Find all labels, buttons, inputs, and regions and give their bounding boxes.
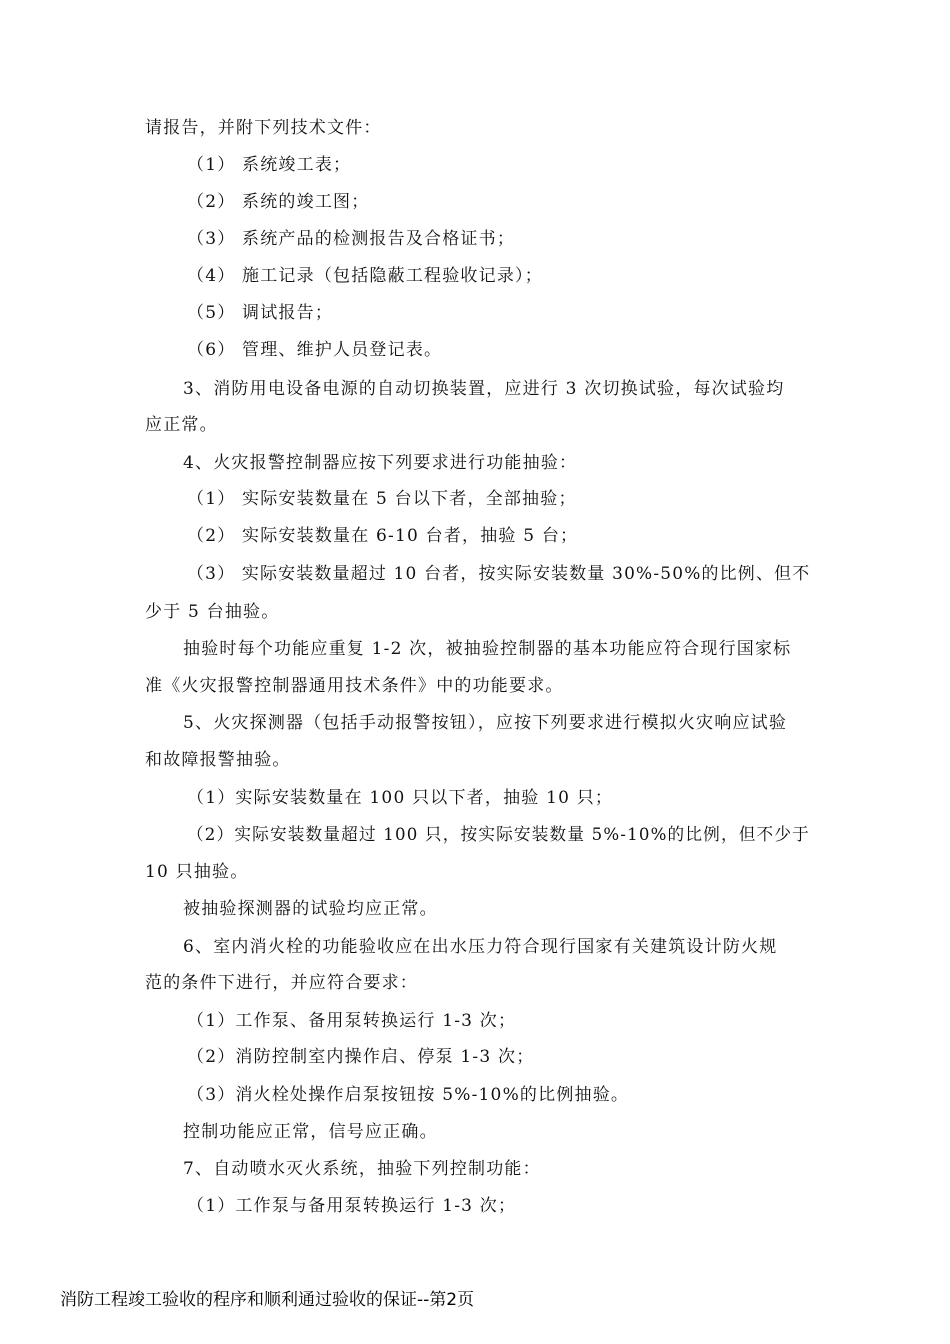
list-item: （1） 实际安装数量在 5 台以下者，全部抽验； — [187, 489, 577, 509]
list-item: （2）消防控制室内操作启、停泵 1-3 次； — [187, 1047, 535, 1067]
text-line: 10 只抽验。 — [145, 862, 249, 882]
text-line: 请报告，并附下列技术文件： — [145, 118, 382, 138]
text-line: 5、火灾探测器（包括手动报警按钮），应按下列要求进行模拟火灾响应试验 — [183, 713, 788, 733]
text-line: 3、消防用电设备电源的自动切换装置，应进行 3 次切换试验，每次试验均 — [183, 379, 785, 399]
text-line: 7、自动喷水灭火系统，抽验下列控制功能： — [183, 1159, 541, 1179]
list-item: （3） 实际安装数量超过 10 台者，按实际安装数量 30%-50%的比例、但不 — [187, 564, 811, 584]
page-footer: 消防工程竣工验收的程序和顺利通过验收的保证--第2页 — [60, 1290, 475, 1310]
list-item: （1）工作泵与备用泵转换运行 1-3 次； — [187, 1196, 517, 1216]
list-item: （2）实际安装数量超过 100 只，按实际安装数量 5%-10%的比例，但不少于 — [187, 825, 810, 845]
text-line: 4、火灾报警控制器应按下列要求进行功能抽验： — [183, 453, 578, 473]
text-line: 和故障报警抽验。 — [145, 750, 291, 770]
text-line: 少于 5 台抽验。 — [145, 602, 280, 622]
list-item: （2） 系统的竣工图； — [187, 192, 370, 212]
text-line: 被抽验探测器的试验均应正常。 — [183, 899, 438, 919]
text-line: 准《火灾报警控制器通用技术条件》中的功能要求。 — [145, 676, 564, 696]
text-line: 应正常。 — [145, 415, 218, 435]
list-item: （5） 调试报告； — [187, 303, 334, 323]
list-item: （1） 系统竣工表； — [187, 155, 352, 175]
list-item: （3） 系统产品的检测报告及合格证书； — [187, 229, 516, 249]
list-item: （4） 施工记录（包括隐蔽工程验收记录）； — [187, 266, 543, 286]
list-item: （1）工作泵、备用泵转换运行 1-3 次； — [187, 1011, 517, 1031]
list-item: （2） 实际安装数量在 6-10 台者，抽验 5 台； — [187, 526, 579, 546]
text-line: 6、室内消火栓的功能验收应在出水压力符合现行国家有关建筑设计防火规 — [183, 937, 778, 957]
text-line: 抽验时每个功能应重复 1-2 次，被抽验控制器的基本功能应符合现行国家标 — [183, 639, 792, 659]
list-item: （1）实际安装数量在 100 只以下者，抽验 10 只； — [187, 788, 614, 808]
text-line: 控制功能应正常，信号应正确。 — [183, 1122, 438, 1142]
list-item: （6） 管理、维护人员登记表。 — [187, 340, 443, 360]
text-line: 范的条件下进行，并应符合要求： — [145, 973, 418, 993]
list-item: （3）消火栓处操作启泵按钮按 5%-10%的比例抽验。 — [187, 1085, 630, 1105]
